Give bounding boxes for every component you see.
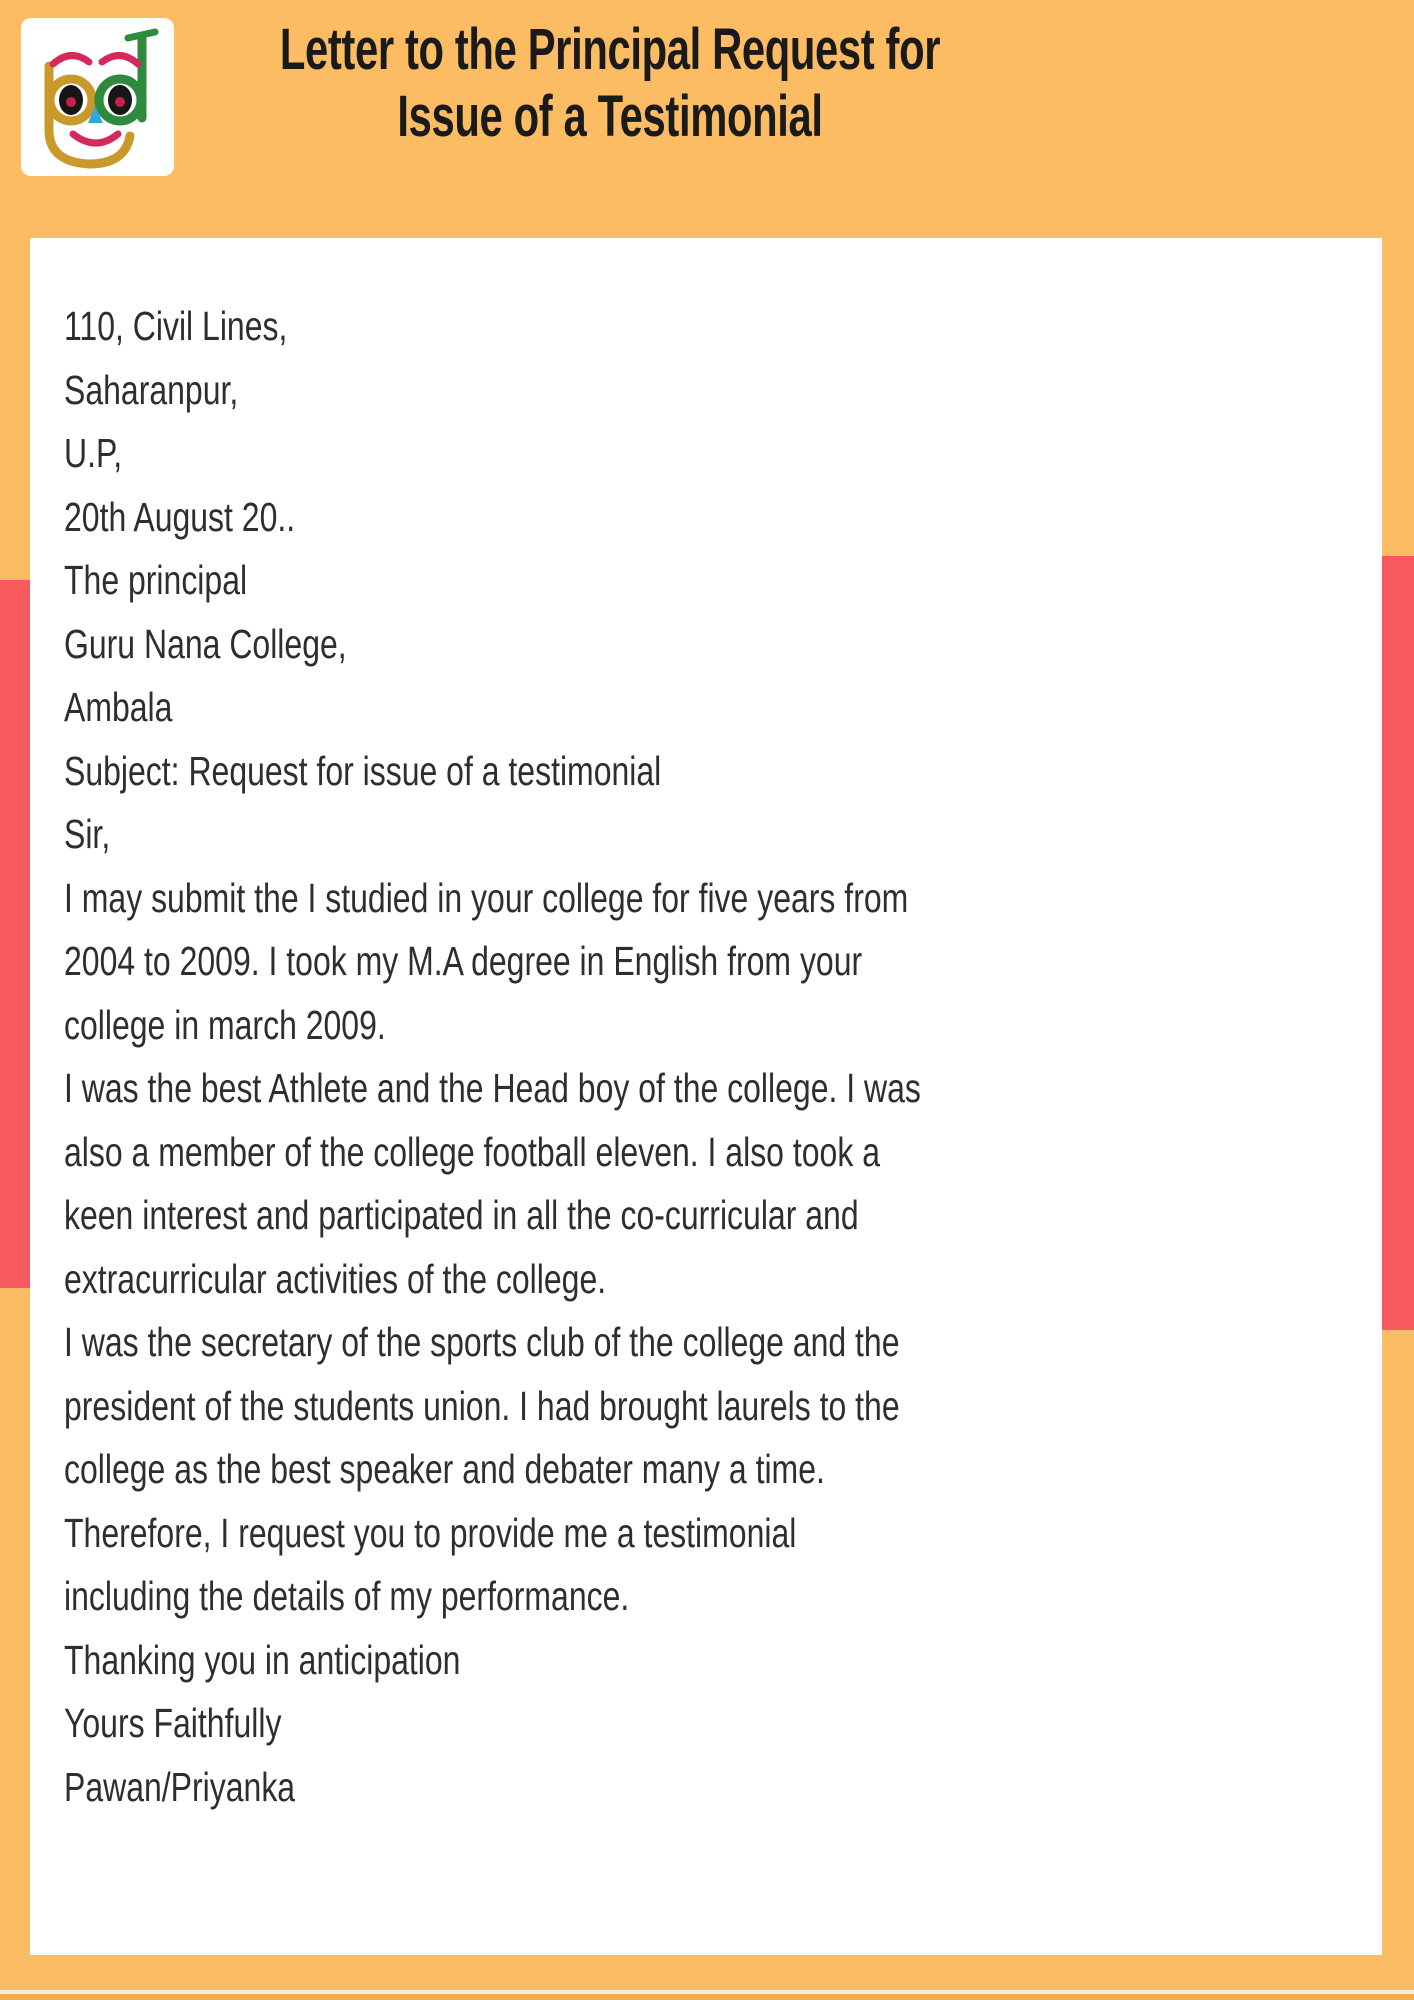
letter-card [30,238,1382,1955]
letter-line: I was the best Athlete and the Head boy of the college. I was [64,1065,921,1111]
letter-line: Saharanpur, [64,366,239,413]
letter-line: 2004 to 2009. I took my M.A degree in English from your [64,938,863,984]
letter-line: Therefore, I request you to provide me a testimonial [64,1509,797,1556]
letter-line: Thanking you in anticipation [64,1636,461,1683]
letter-line: Sir, [64,811,111,857]
letter-line: Pawan/Priyanka [64,1763,296,1810]
site-logo [21,18,174,176]
letter-line: I may submit the I studied in your college for five years from [64,874,909,921]
title-line-1: Letter to the Principal Request for [279,17,941,82]
letter-line: The principal [64,557,248,603]
left-accent-bar [0,580,30,1288]
bottom-accent-line-dark [0,1994,1414,2000]
pd-face-icon [21,18,174,176]
page-title [272,16,949,150]
letter-line: 20th August 20.. [64,493,296,540]
letter-line: Subject: Request for issue of a testimonial [64,747,662,794]
letter-line: also a member of the college football eleven. I also took a [64,1128,880,1175]
letter-line: president of the students union. I had brought laurels to the [64,1382,900,1429]
right-accent-bar [1382,556,1414,1330]
letter-line: college as the best speaker and debater many a time. [64,1446,825,1492]
letter-body [64,295,921,1819]
title-line-2: Issue of a Testimonial [397,84,823,149]
letter-line: U.P, [64,430,123,476]
letter-line: keen interest and participated in all the co-curricular and [64,1192,859,1238]
letter-line: 110, Civil Lines, [64,303,288,349]
letter-line: extracurricular activities of the college. [64,1255,607,1302]
letter-line: Guru Nana College, [64,620,347,667]
letter-line: including the details of my performance. [64,1573,630,1619]
letter-line: college in march 2009. [64,1001,386,1048]
letter-line: I was the secretary of the sports club of the college and the [64,1319,900,1365]
letter-line: Ambala [64,684,173,730]
letter-line: Yours Faithfully [64,1700,282,1746]
